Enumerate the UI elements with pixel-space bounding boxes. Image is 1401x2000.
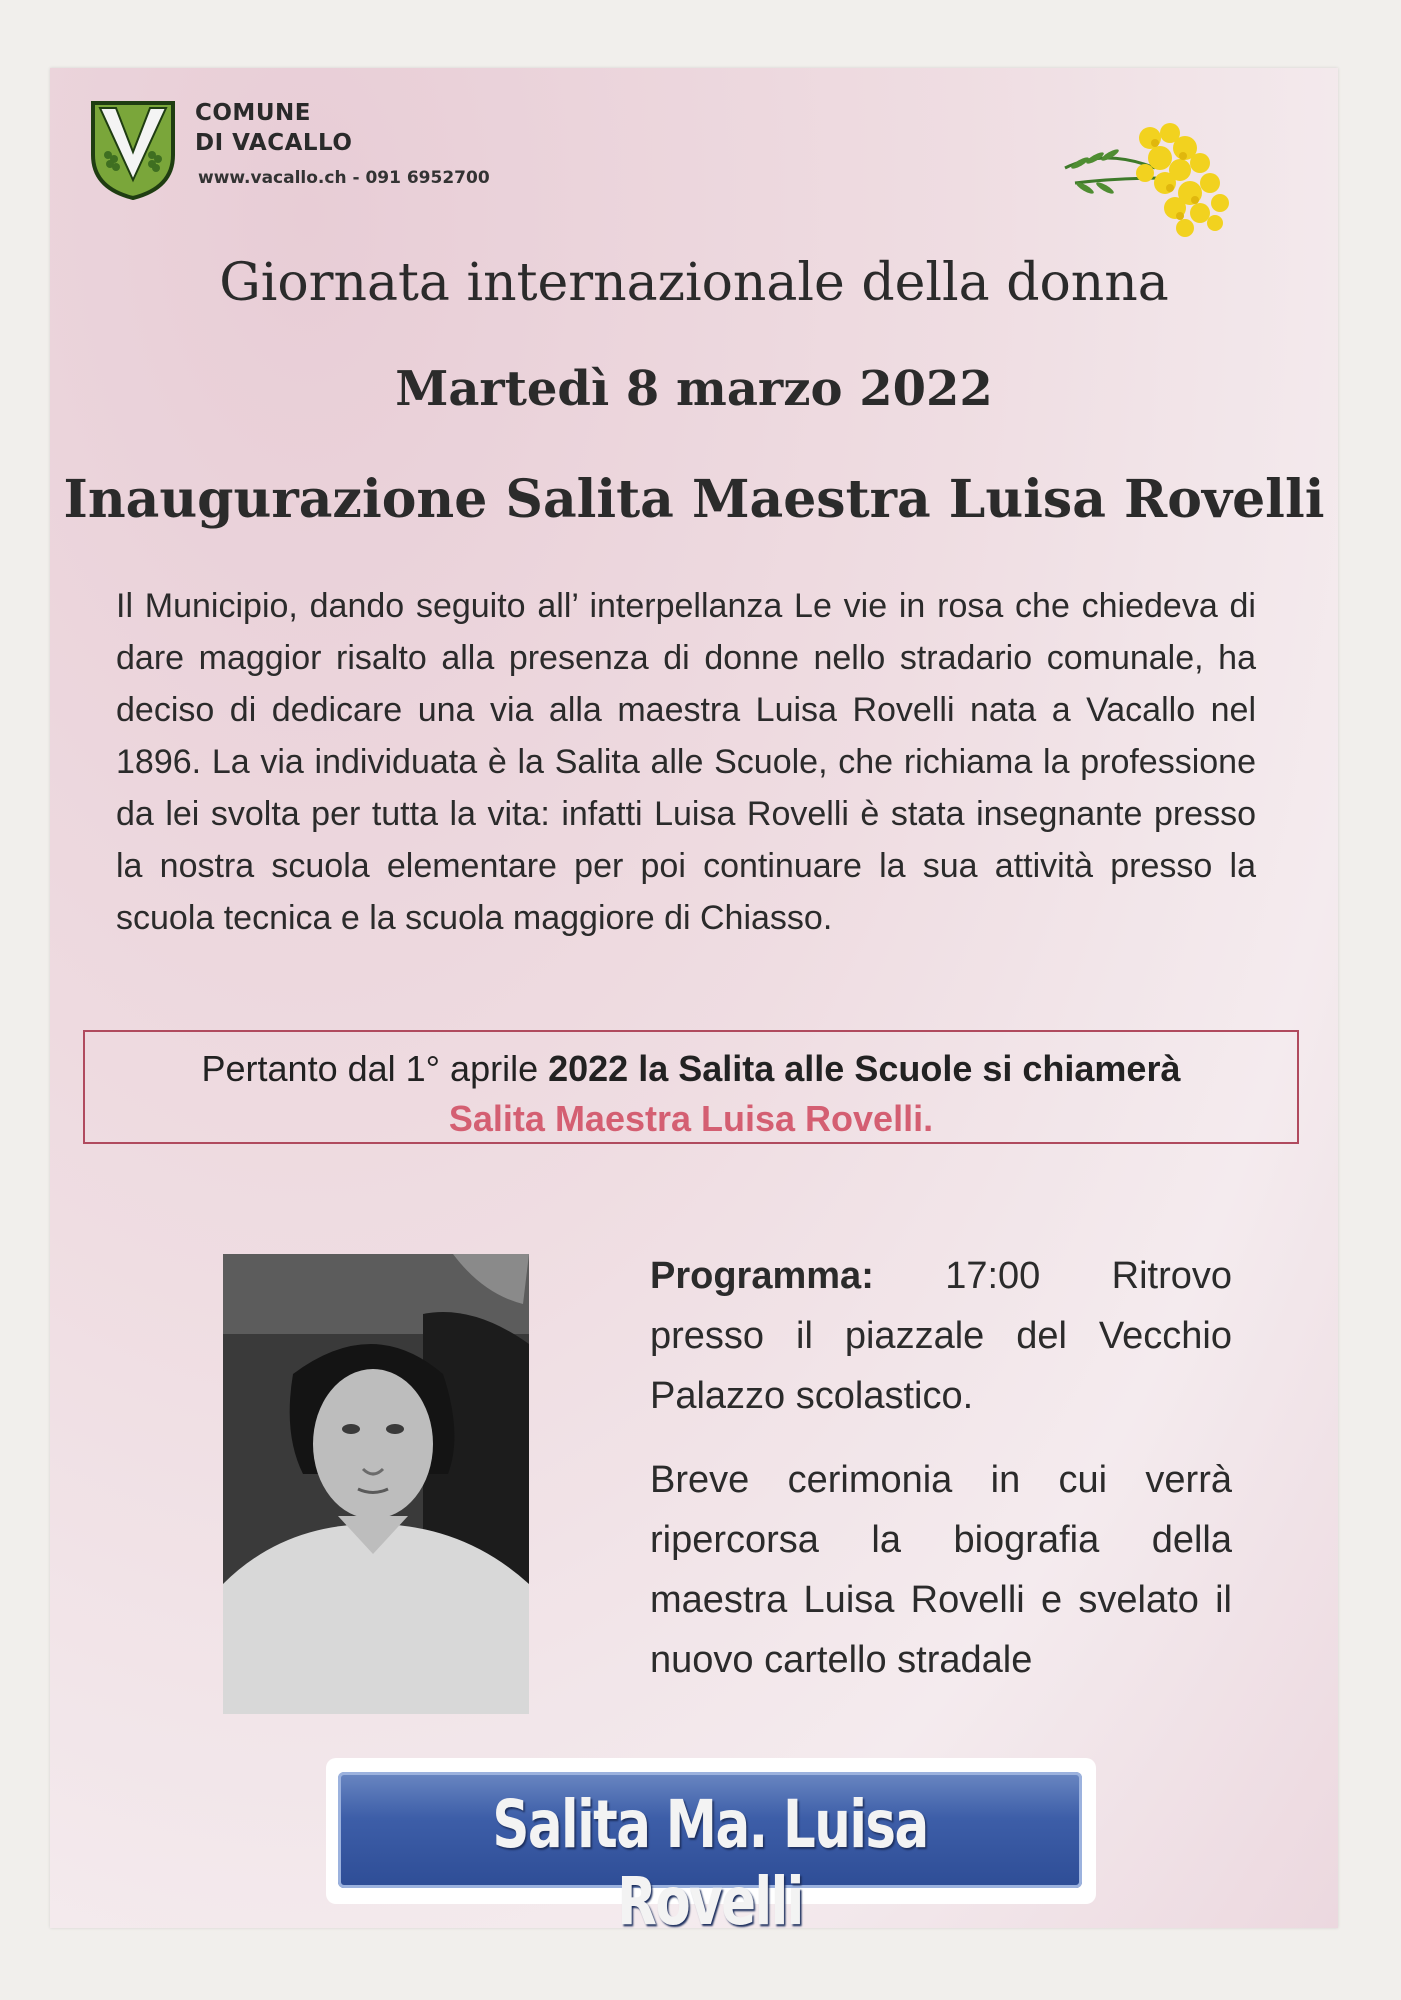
notice-line-1: [85, 1048, 1297, 1090]
event-date: Martedì 8 marzo 2022: [395, 361, 993, 417]
notice-box: [83, 1030, 1299, 1144]
comune-contact: www.vacallo.ch - 091 6952700: [198, 168, 490, 188]
programma-section: [650, 1246, 1232, 1714]
poster: [50, 68, 1338, 1940]
street-sign: [326, 1758, 1096, 1940]
comune-name: [195, 98, 495, 158]
notice-prefix: Pertanto dal 1° aprile: [201, 1048, 549, 1089]
programma-schedule: [650, 1246, 1232, 1426]
portrait-photo: [223, 1254, 529, 1714]
street-sign-plate: [338, 1772, 1082, 1940]
mimosa-icon: [1055, 108, 1255, 248]
programma-schedule-text: 17:00 Ritrovo presso il piazzale del Vecchio Palazzo scolastico.: [650, 1255, 1232, 1417]
body-paragraph: Il Municipio, dando seguito all’ interpellanza Le vie in rosa che chiedeva di dare maggior risalto alla presenza di donne nello stradario comunale, ha deciso di dedicare una via alla maestra Luisa Rovelli nata a Vacallo nel 1896. La via individuata è la Salita alle Scuole, che richiama la professione da lei svolta per tutta la vita: infatti Luisa Rovelli è stata insegnante presso la nostra scuola elementare per poi continuare la sua attività presso la scuola tecnica e la scuola maggiore di Chiasso.: [116, 587, 1256, 937]
vacallo-crest-icon: [90, 100, 176, 200]
notice-new-name: Salita Maestra Luisa Rovelli.: [448, 1098, 934, 1139]
street-sign-text: Salita Ma. Luisa Rovelli: [492, 1786, 928, 1940]
programma-label: Programma:: [650, 1255, 874, 1297]
event-title: Giornata internazionale della donna: [219, 253, 1169, 313]
notice-bold: 2022 la Salita alle Scuole si chiamerà: [548, 1048, 1181, 1089]
comune-line-2: DI VACALLO: [195, 130, 353, 156]
comune-line-1: COMUNE: [195, 100, 311, 126]
programma-description: Breve cerimonia in cui verrà ripercorsa la biografia della maestra Luisa Rovelli e svelato il nuovo cartello stradale: [650, 1459, 1232, 1681]
event-subject: Inaugurazione Salita Maestra Luisa Rovelli: [63, 469, 1325, 530]
